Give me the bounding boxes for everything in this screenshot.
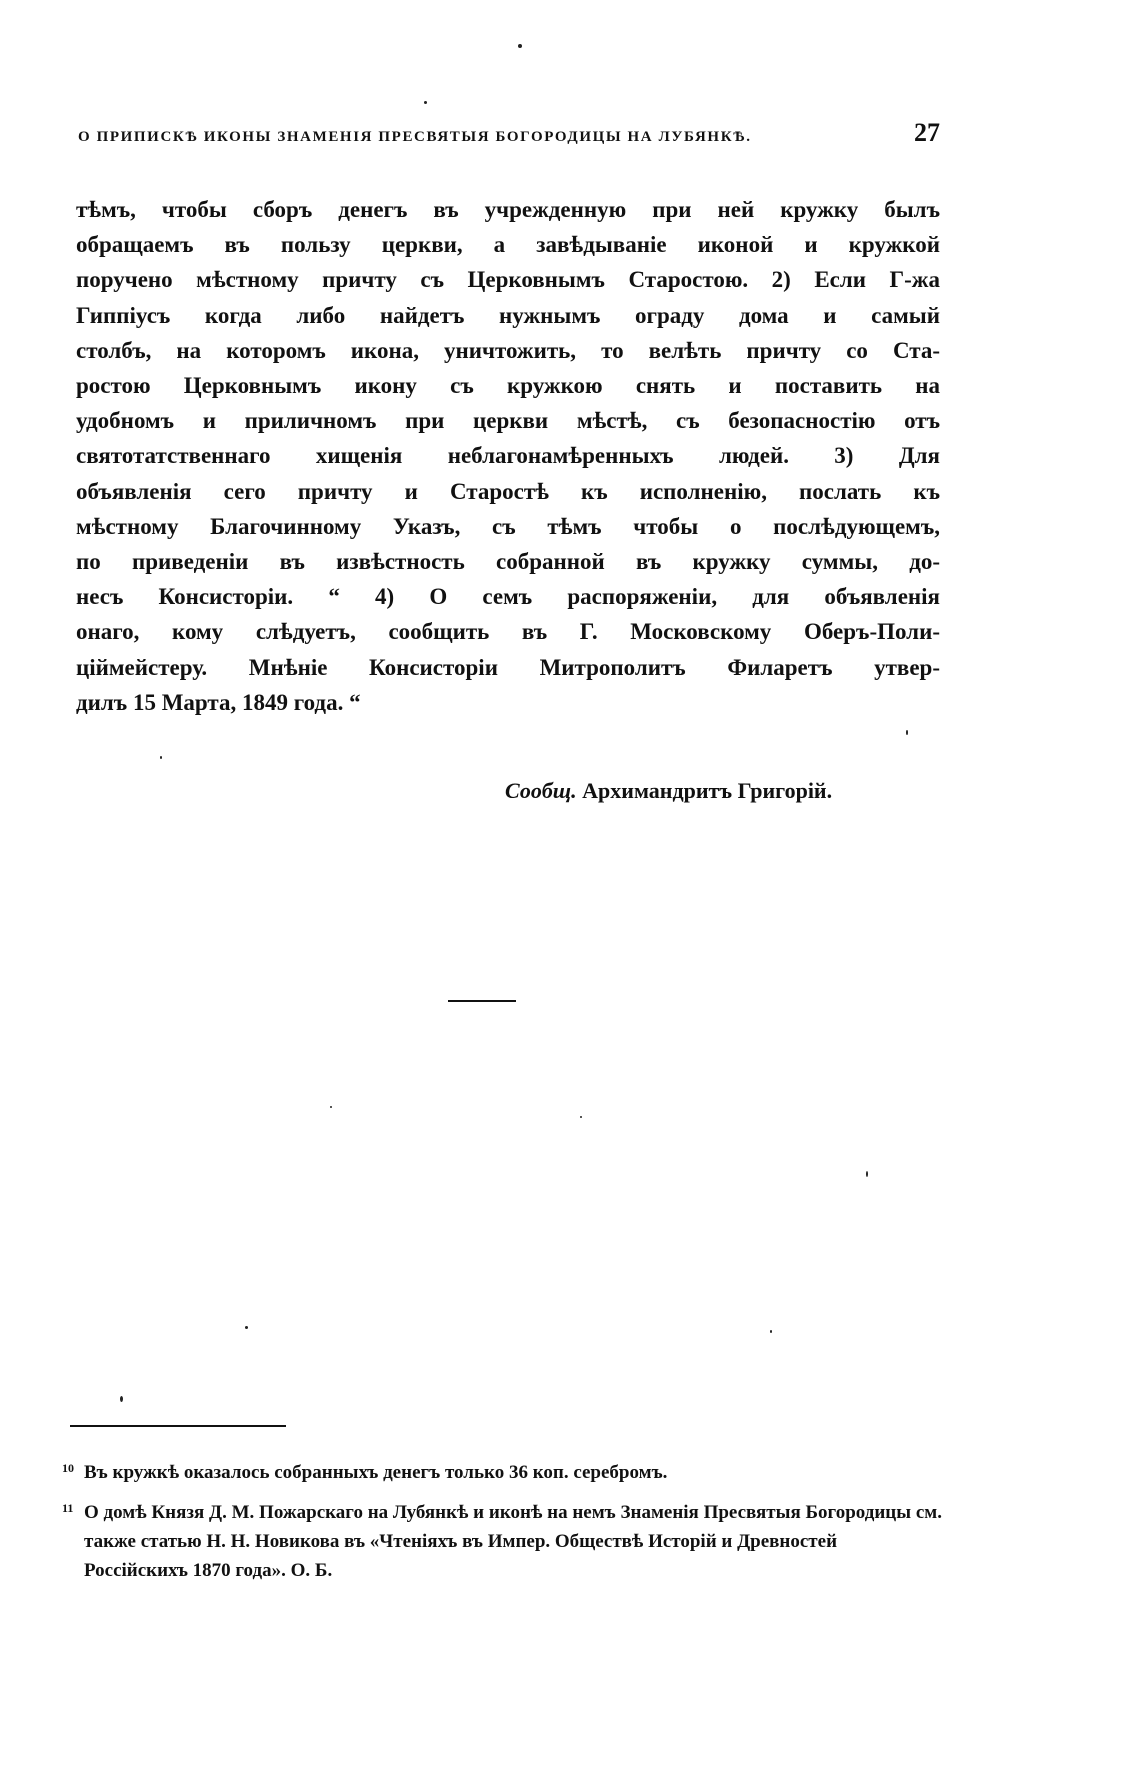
footnote-text: Въ кружкѣ оказалось собранныхъ денегъ только 36 коп. серебромъ. bbox=[84, 1462, 668, 1483]
scan-speck bbox=[120, 1396, 123, 1402]
scan-speck bbox=[906, 730, 908, 735]
body-line: ростою Церковнымъ икону съ кружкою снять и поставить на bbox=[76, 373, 940, 399]
signature-prefix: Сообщ. bbox=[505, 778, 577, 803]
scan-speck bbox=[580, 1116, 582, 1118]
body-line: удобномъ и приличномъ при церкви мѣстѣ, съ безопасностію отъ bbox=[76, 408, 940, 434]
footnotes bbox=[62, 1458, 942, 1596]
scan-speck bbox=[770, 1330, 772, 1333]
body-line: поручено мѣстному причту съ Церковнымъ Старостою. 2) Если Г-жа bbox=[76, 267, 940, 293]
footnote bbox=[62, 1498, 942, 1585]
footnote-divider bbox=[70, 1425, 286, 1427]
signature bbox=[505, 778, 832, 804]
body-line: столбъ, на которомъ икона, уничтожить, то велѣть причту со Ста- bbox=[76, 337, 940, 363]
footnote-number: 10 bbox=[62, 1461, 74, 1475]
body-line: мѣстному Благочинному Указъ, съ тѣмъ чтобы о послѣдующемъ, bbox=[76, 513, 940, 539]
footnote-number: 11 bbox=[62, 1501, 74, 1515]
footnote bbox=[62, 1458, 942, 1487]
scan-speck bbox=[160, 756, 162, 759]
footnote-text: О домѣ Князя Д. М. Пожарскаго на Лубянкѣ и иконѣ на немъ Знаменія Пресвятыя Богородицы см. также статью Н. Н. Новикова въ «Чтеніяхъ въ Импер. Обществѣ Исторій и Древностей Россійскихъ 1870 года». О. Б. bbox=[84, 1502, 942, 1581]
scan-speck bbox=[245, 1326, 248, 1329]
running-header bbox=[78, 118, 940, 148]
scan-speck bbox=[866, 1171, 868, 1177]
header-title: О ПРИПИСКѢ ИКОНЫ ЗНАМЕНІЯ ПРЕСВЯТЫЯ БОГОРОДИЦЫ НА ЛУБЯНКѢ. bbox=[78, 129, 752, 145]
body-line: объявленія сего причту и Старостѣ къ исполненію, послать къ bbox=[76, 478, 940, 504]
body-line: дилъ 15 Марта, 1849 года. “ bbox=[76, 689, 361, 715]
body-line: по приведеніи въ извѣстность собранной въ кружку суммы, до- bbox=[76, 549, 940, 575]
body-line: Гиппіусъ когда либо найдетъ нужнымъ ограду дома и самый bbox=[76, 302, 940, 328]
section-divider bbox=[448, 1000, 516, 1002]
body-line: святотатственнаго хищенія неблагонамѣренныхъ людей. 3) Для bbox=[76, 443, 940, 469]
scan-speck bbox=[518, 44, 522, 48]
scan-speck bbox=[424, 101, 427, 104]
body-line: онаго, кому слѣдуетъ, сообщить въ Г. Московскому Оберъ-Поли- bbox=[76, 619, 940, 645]
body-line: тѣмъ, чтобы сборъ денегъ въ учрежденную при ней кружку былъ bbox=[76, 197, 940, 222]
body-text bbox=[76, 192, 940, 720]
body-line: несъ Консисторіи. “ 4) О семъ распоряженіи, для объявленія bbox=[76, 584, 940, 610]
signature-name: Архимандритъ Григорій. bbox=[582, 778, 833, 803]
body-line: обращаемъ въ пользу церкви, а завѣдываніе иконой и кружкой bbox=[76, 232, 940, 258]
body-line: ціймейстеру. Мнѣніе Консисторіи Митрополитъ Филаретъ утвер- bbox=[76, 654, 940, 680]
page-number: 27 bbox=[914, 118, 940, 147]
scan-speck bbox=[330, 1106, 332, 1108]
